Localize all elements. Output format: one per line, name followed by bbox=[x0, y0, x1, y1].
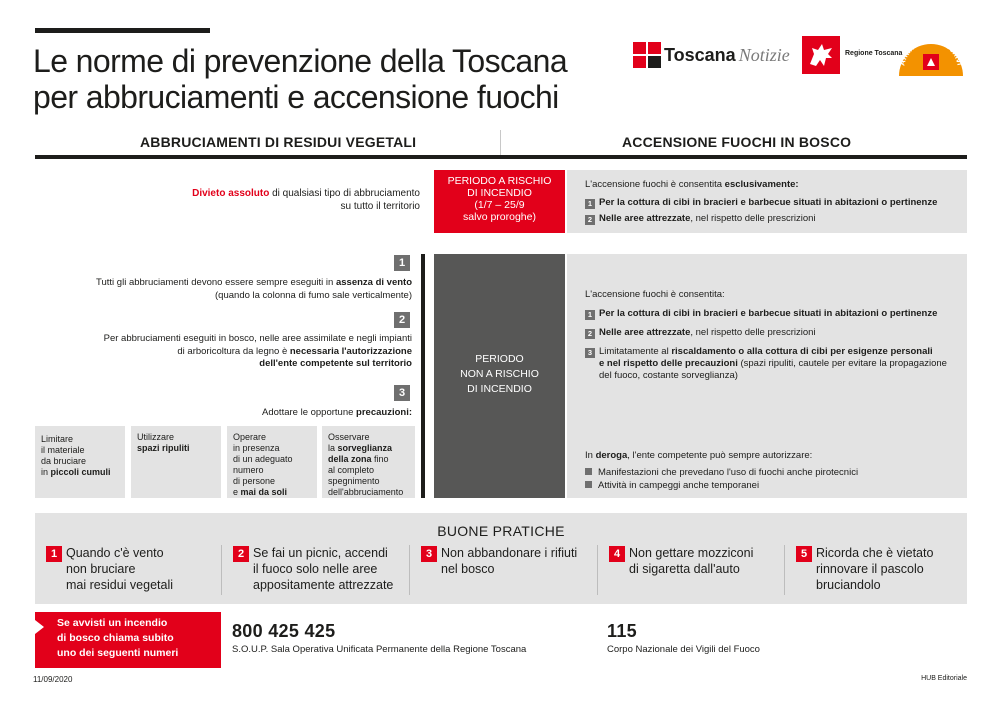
text-line bbox=[40, 200, 420, 213]
phone-number-soup[interactable]: 800 425 425 bbox=[232, 621, 336, 641]
deroga-intro bbox=[585, 449, 965, 462]
text-run: Adottare le opportune bbox=[262, 407, 357, 418]
phone-description-soup: S.O.U.P. Sala Operativa Unificata Permanente della Regione Toscana bbox=[232, 644, 527, 655]
toscana-notizie-mark-icon bbox=[633, 42, 661, 68]
number-badge: 1 bbox=[585, 310, 595, 320]
text-run: spazi ripuliti bbox=[137, 443, 190, 453]
good-practice-number: 2 bbox=[233, 546, 249, 562]
text-line bbox=[41, 467, 119, 478]
good-practice-number: 4 bbox=[609, 546, 625, 562]
risk-period-item-2 bbox=[585, 212, 967, 225]
text-run: di arboricoltura da legno è bbox=[177, 345, 290, 357]
phone-number-vigili-fuoco[interactable]: 115 bbox=[607, 621, 637, 641]
good-practice-separator bbox=[221, 545, 222, 595]
good-practice-separator bbox=[409, 545, 410, 595]
text-run: di qualsiasi tipo di abbruciamento bbox=[269, 188, 420, 199]
abbruciamento-rule-1 bbox=[32, 277, 412, 302]
deroga-item-1 bbox=[585, 466, 965, 479]
good-practice-1-line-2: non bruciare bbox=[66, 562, 136, 576]
text-line bbox=[32, 277, 412, 290]
good-practice-2-line-2: il fuoco solo nelle aree bbox=[253, 562, 378, 576]
good-practice-separator bbox=[784, 545, 785, 595]
deroga-block bbox=[585, 449, 965, 492]
text-run: Nelle aree attrezzate bbox=[599, 327, 691, 338]
text-run: la bbox=[328, 443, 338, 453]
non-risk-period-item-3-line-1 bbox=[599, 346, 933, 357]
non-risk-period-item-1 bbox=[585, 308, 967, 320]
non-risk-period-item-2-text bbox=[599, 327, 816, 338]
risk-period-box bbox=[434, 170, 565, 233]
credit-label: HUB Editoriale bbox=[921, 675, 967, 682]
text-line bbox=[41, 456, 119, 467]
text-run: fino bbox=[371, 454, 389, 464]
text-run: Osservare bbox=[328, 432, 370, 442]
text-run: Operare bbox=[233, 432, 267, 442]
text-run: del fuoco, costante sorveglianza) bbox=[599, 370, 738, 381]
text-line bbox=[137, 432, 215, 443]
divieto-assoluto-text bbox=[40, 187, 420, 213]
non-risk-period-item-2 bbox=[585, 327, 967, 339]
number-badge: 1 bbox=[585, 199, 595, 209]
precaution-mai-da-soli bbox=[227, 426, 317, 498]
step-number-3: 3 bbox=[394, 385, 410, 401]
section-title-abbruciamenti: ABBRUCIAMENTI DI RESIDUI VEGETALI bbox=[140, 134, 417, 150]
non-risk-period-line-1: PERIODO bbox=[475, 353, 524, 365]
text-run: Per abbruciamenti eseguiti in bosco, nelle aree assimilate e negli impianti bbox=[103, 333, 412, 344]
risk-period-line-2: DI INCENDIO bbox=[467, 187, 532, 199]
good-practice-2-line-3: appositamente attrezzate bbox=[253, 578, 394, 592]
precaution-spazi-ripuliti bbox=[131, 426, 221, 498]
text-run: precauzioni: bbox=[356, 407, 412, 418]
text-line bbox=[32, 407, 412, 420]
text-line bbox=[41, 434, 119, 445]
abbruciamento-rule-2 bbox=[32, 333, 412, 371]
non-risk-period-line-2: NON A RISCHIO bbox=[460, 368, 539, 380]
text-run: Limitare bbox=[41, 434, 74, 444]
section-rule bbox=[35, 155, 967, 159]
section-title-fuochi-bosco: ACCENSIONE FUOCHI IN BOSCO bbox=[622, 134, 852, 150]
svg-text:Antincendi boschivi: Antincendi boschivi bbox=[897, 35, 965, 67]
good-practice-5-line-2: rinnovare il pascolo bbox=[816, 562, 924, 576]
number-badge: 2 bbox=[585, 215, 595, 225]
good-practice-3-line-1: Non abbandonare i rifiuti bbox=[441, 546, 578, 560]
text-run: sorveglianza bbox=[337, 443, 393, 453]
text-line bbox=[233, 443, 311, 454]
text-line bbox=[328, 454, 409, 465]
risk-period-line-1: PERIODO A RISCHIO bbox=[447, 175, 552, 187]
good-practice-1-line-1: Quando c'è vento bbox=[66, 546, 164, 560]
text-run: Per la cottura di cibi in bracieri e barbecue situati in abitazioni o pertinenze bbox=[599, 308, 938, 319]
risk-period-line-4: salvo proroghe) bbox=[463, 211, 536, 223]
text-run: Limitatamente al bbox=[599, 346, 672, 357]
text-run: In bbox=[585, 450, 596, 461]
antincendi-boschivi-logo bbox=[895, 30, 967, 76]
non-risk-period-item-3 bbox=[585, 346, 967, 358]
text-run: Per la cottura di cibi in bracieri e barbecue situati in abitazioni o pertinenze bbox=[599, 197, 938, 208]
text-run: mai da soli bbox=[240, 487, 288, 497]
toscana-notizie-logo bbox=[633, 40, 790, 70]
good-practice-4 bbox=[609, 545, 784, 577]
non-risk-period-item-3-line-3 bbox=[585, 370, 967, 382]
text-run: necessaria l'autorizzazione bbox=[289, 345, 412, 357]
logo-notizie-text: Notizie bbox=[738, 44, 790, 65]
fire-alert-box bbox=[35, 612, 221, 668]
text-line bbox=[328, 476, 409, 487]
section-divider bbox=[500, 130, 501, 156]
text-line bbox=[328, 432, 409, 443]
text-line bbox=[137, 443, 215, 454]
text-run: , l'ente competente può sempre autorizzare: bbox=[627, 450, 813, 461]
step-number-2: 2 bbox=[394, 312, 410, 328]
good-practice-5-line-3: bruciandolo bbox=[816, 578, 881, 592]
text-run: il materiale bbox=[41, 445, 85, 455]
text-run: di persone bbox=[233, 476, 276, 486]
text-run: in bbox=[41, 467, 51, 477]
title-line-1: Le norme di prevenzione della Toscana bbox=[33, 43, 568, 79]
regione-toscana-label: Regione Toscana bbox=[845, 50, 903, 57]
precaution-piccoli-cumuli bbox=[35, 426, 125, 498]
header-rule bbox=[35, 28, 210, 33]
non-risk-period-item-3-line-2 bbox=[585, 358, 967, 370]
good-practice-5 bbox=[796, 545, 964, 593]
text-run: di un adeguato bbox=[233, 454, 293, 464]
text-line bbox=[32, 346, 412, 359]
good-practice-4-line-2: di sigaretta dall'auto bbox=[629, 562, 740, 576]
text-run: L'accensione fuochi è consentita bbox=[585, 179, 725, 190]
deroga-item-2 bbox=[585, 479, 965, 492]
good-practice-number: 3 bbox=[421, 546, 437, 562]
text-line bbox=[233, 454, 311, 465]
risk-period-item-2-text bbox=[599, 213, 816, 224]
text-line bbox=[233, 465, 311, 476]
fire-alert-line-3: uno dei seguenti numeri bbox=[57, 647, 179, 659]
text-run: Divieto assoluto bbox=[192, 188, 270, 199]
deroga-item-1-text: Manifestazioni che prevedano l'uso di fuochi anche pirotecnici bbox=[598, 467, 859, 478]
non-risk-period-intro bbox=[585, 289, 967, 301]
good-practice-3 bbox=[421, 545, 596, 577]
text-line bbox=[233, 487, 311, 498]
step-number-1: 1 bbox=[394, 255, 410, 271]
risk-period-item-1 bbox=[585, 196, 967, 209]
text-line bbox=[328, 443, 409, 454]
text-line bbox=[233, 476, 311, 487]
fire-alert-line-2: di bosco chiama subito bbox=[57, 632, 174, 644]
text-run: numero bbox=[233, 465, 264, 475]
fire-alert-line-1: Se avvisti un incendio bbox=[57, 617, 168, 629]
square-bullet-icon bbox=[585, 481, 592, 488]
text-run: e bbox=[233, 487, 241, 497]
text-run: (spazi ripuliti, cautele per evitare la propagazione bbox=[737, 358, 947, 369]
column-divider-bar bbox=[421, 254, 425, 498]
risk-period-item-1-text bbox=[599, 197, 937, 208]
text-run: L'accensione fuochi è consentita: bbox=[585, 289, 725, 300]
deroga-item-2-text: Attività in campeggi anche temporanei bbox=[598, 480, 760, 491]
good-practice-2 bbox=[233, 545, 408, 593]
good-practice-5-line-1: Ricorda che è vietato bbox=[816, 546, 934, 560]
text-line bbox=[328, 465, 409, 476]
number-badge: 2 bbox=[585, 329, 595, 339]
page-title bbox=[33, 43, 633, 115]
text-line bbox=[40, 187, 420, 200]
text-run: esclusivamente: bbox=[724, 179, 799, 190]
alert-arrow-icon bbox=[35, 620, 44, 634]
good-practice-2-line-1: Se fai un picnic, accendi bbox=[253, 546, 388, 560]
logo-toscana-text: Toscana bbox=[664, 44, 736, 65]
text-line bbox=[32, 333, 412, 346]
text-run: , nel rispetto delle prescrizioni bbox=[690, 327, 816, 338]
text-run: in presenza bbox=[233, 443, 280, 453]
publication-date: 11/09/2020 bbox=[33, 675, 73, 684]
regione-toscana-pegasus-icon bbox=[802, 36, 840, 74]
good-practices-title: BUONE PRATICHE bbox=[437, 523, 565, 539]
precaution-sorveglianza bbox=[322, 426, 415, 498]
good-practice-number: 5 bbox=[796, 546, 812, 562]
text-run: deroga bbox=[595, 450, 628, 461]
text-run: Tutti gli abbruciamenti devono essere sempre eseguiti in bbox=[96, 277, 336, 288]
text-run: e nel rispetto delle precauzioni bbox=[599, 358, 738, 369]
text-run: piccoli cumuli bbox=[50, 467, 111, 477]
risk-period-line-3: (1/7 – 25/9 bbox=[474, 199, 525, 211]
abbruciamento-rule-3 bbox=[32, 407, 412, 420]
number-badge: 3 bbox=[585, 348, 595, 358]
phone-description-vigili-fuoco: Corpo Nazionale dei Vigili del Fuoco bbox=[607, 644, 760, 655]
text-line bbox=[32, 358, 412, 371]
text-line bbox=[32, 290, 412, 303]
text-run: su tutto il territorio bbox=[340, 201, 420, 212]
text-run: riscaldamento o alla cottura di cibi per esigenze personali bbox=[671, 346, 933, 357]
text-run: dell'abbruciamento bbox=[328, 487, 404, 497]
text-line bbox=[233, 432, 311, 443]
text-line bbox=[41, 445, 119, 456]
non-risk-period-item-1-text bbox=[599, 308, 937, 319]
text-run: (quando la colonna di fumo sale verticalmente) bbox=[215, 289, 412, 301]
text-line bbox=[328, 487, 409, 498]
title-line-2: per abbruciamenti e accensione fuochi bbox=[33, 79, 559, 115]
good-practice-number: 1 bbox=[46, 546, 62, 562]
non-risk-period-line-3: DI INCENDIO bbox=[467, 383, 532, 395]
text-run: da bruciare bbox=[41, 456, 87, 466]
good-practice-1-line-3: mai residui vegetali bbox=[66, 578, 173, 592]
good-practice-4-line-1: Non gettare mozziconi bbox=[629, 546, 754, 560]
square-bullet-icon bbox=[585, 468, 592, 475]
text-run: , nel rispetto delle prescrizioni bbox=[690, 213, 816, 224]
text-run: spegnimento bbox=[328, 476, 380, 486]
risk-period-allowed-fires bbox=[567, 170, 967, 233]
good-practice-separator bbox=[597, 545, 598, 595]
text-run: assenza di vento bbox=[335, 277, 412, 288]
text-run: Utilizzare bbox=[137, 432, 175, 442]
text-run: dell'ente competente sul territorio bbox=[259, 358, 412, 369]
text-run: Nelle aree attrezzate bbox=[599, 213, 691, 224]
good-practice-1 bbox=[46, 545, 216, 593]
good-practice-3-line-2: nel bosco bbox=[441, 562, 495, 576]
risk-period-intro bbox=[585, 178, 967, 191]
text-run: della zona bbox=[328, 454, 372, 464]
non-risk-period-box bbox=[434, 254, 565, 498]
text-run: al completo bbox=[328, 465, 375, 475]
